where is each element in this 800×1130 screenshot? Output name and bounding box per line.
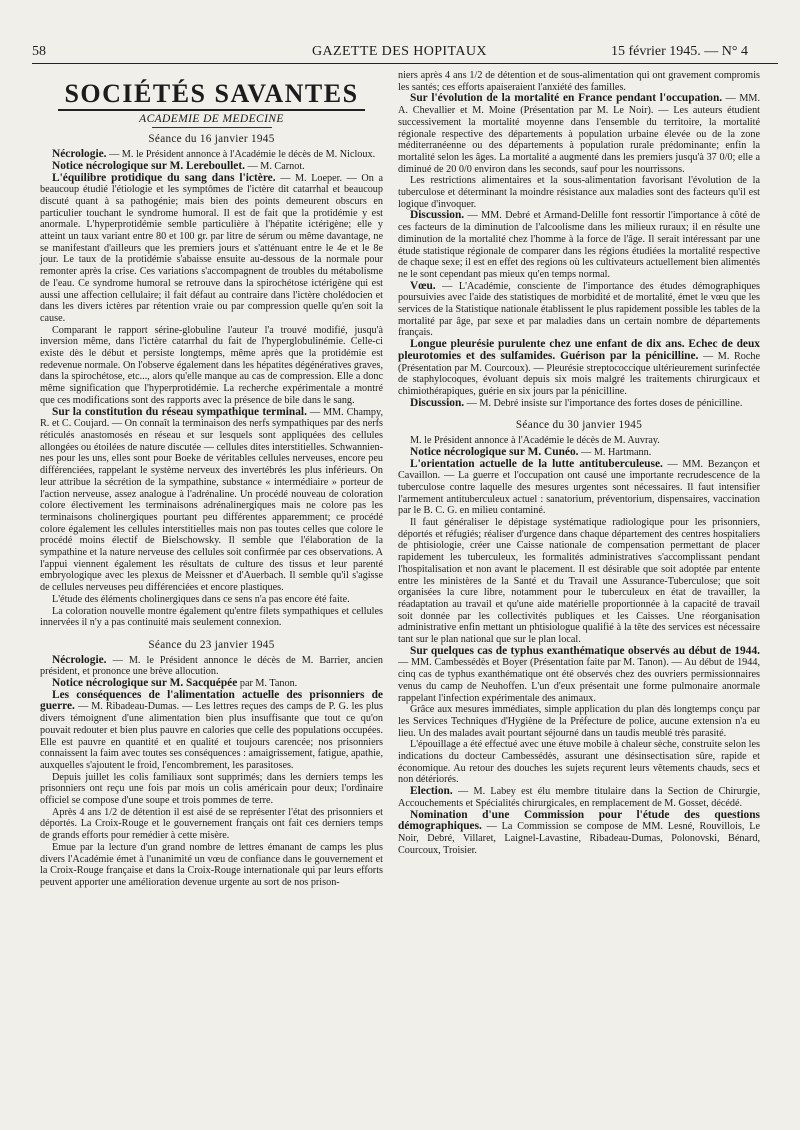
paragraph: Grâce aux mesures immédiates, simple application du plan dès longtemps conçu par les Services Techniques d'Hygiène de la Préfecture de police, aucune extension n'a eu lieu. Un des malades avait pourtant séjourné dans un taudis meublé très parasité.: [398, 704, 760, 739]
paragraph: Les restrictions alimentaires et la sous-alimentation favorisant l'évolution de la tuberculose et déterminant la moindre résistance aux maladies sont des facteurs qu'il est logique d'invoquer.: [398, 175, 760, 210]
paragraph: L'épouillage a été effectué avec une étuve mobile à chaleur sèche, construite selon les indications du docteur Cambessédès, assurant une désinsectisation sûre, rapide et économique. Au retour des douches les sujets reçurent leurs vêtements chauds, secs et non détériorés.: [398, 739, 760, 786]
paragraph: [40, 173, 383, 325]
issue-date: 15 février 1945. — N° 4: [610, 44, 748, 59]
paragraph-text: — MM. A. Chevallier et M. Moine (Présentation par M. Le Noir). — Les auteurs étudient successivement la mortalité moyenne dans l'ensemble du territoire, la mortalité régionale respective des départements à population urbaine élevée ou de la zone méditerranéenne ou des départements à population rurale prédominante; enfin la mortalité selon les âges. La mortalité a augmenté dans les premiers jusqu'à 37 0/0; elle a diminué de 20 0/0 environ dans les seconds, sauf pour les nourrissons.: [398, 93, 760, 175]
paragraph-heading: Sur l'évolution de la mortalité en France pendant l'occupation.: [410, 92, 723, 105]
paragraph-text: par M. Tanon.: [237, 678, 298, 690]
paragraph-heading: Notice nécrologique sur M. Cunéo.: [410, 445, 579, 458]
paragraph: [398, 810, 760, 857]
paragraph-heading: Discussion.: [410, 209, 465, 222]
paragraph: [398, 281, 760, 340]
paragraph: La coloration nouvelle montre également qu'entre filets sympathiques et cellules innervées il n'y a pas continuité mais seulement connexion.: [40, 605, 383, 629]
paragraph-heading: Notice nécrologique sur M. Lereboullet.: [52, 159, 245, 172]
paragraph: Il faut généraliser le dépistage systématique radiologique pour les prisonniers, déportés et réfugiés; réaliser d'urgence dans chaque département des centres hospitaliers de phtisiologie, créer une Caisse nationale de compensation permettant de placer rapidement les tuberculeux, les formalités administratives s'accomplissant pendant l'hospitalisation et non avant le placement. Il est désirable que soit adoptée par entente entre les ministères de la Santé et du Travail une Assurance-Tuberculose; que soit organisées la cure libre, notamment pour le tuberculeux en état de travailler, la réadaptation au travail et qu'une aide matérielle proportionnée à la capacité de travail soit donnée par les collectivités publiques et les Caisses. Une réorganisation administrative enfin mettant un phtisiologue qualifié à la tête des services est nécessaire tant sur le plan national que sur le plan local.: [398, 517, 760, 646]
paragraph-text: — La Commission se compose de MM. Lesné, Rouvillois, Le Noir, Debré, Villaret, Laignel-Lavastine, Ribadeau-Dumas, Polonovski, Bénard, Courcoux, Troisier.: [398, 821, 760, 856]
paragraph-text: — M. le Président annonce à l'Académie le décès de M. Nicloux.: [106, 149, 376, 161]
paragraph-heading: Vœu.: [410, 279, 436, 292]
paragraph: Comparant le rapport sérine-globuline l'auteur l'a trouvé modifié, jusqu'à inversion même, dans l'ictère catarrhal du fait de l'hyperglobulinémie. Celle-ci existe dès le début et persiste longtemps, même après que la protidémie est redevenue normale. On l'observe également dans les hépatites dégénératives graves, dans la spirochétose, etc..., alors qu'elle manque au cas de compression. Elle a donc même signification que l'hyperprotidémie. La recherche expérimentale a montré que ces modifications sont des rapports avec la présence de bile dans le sang.: [40, 324, 383, 406]
left-column: [40, 68, 383, 889]
academy-rule: [152, 127, 272, 128]
paragraph-heading: Nécrologie.: [52, 148, 107, 161]
paragraph: niers après 4 ans 1/2 de détention et de sous-alimentation qui ont gravement compromis les santés; ces efforts apaiseraient l'anxiété des familles.: [398, 70, 760, 93]
paragraph: [40, 407, 383, 594]
session-heading-2: Séance du 23 janvier 1945: [148, 638, 275, 651]
paragraph-text: — M. Loeper. — On a beaucoup étudié l'étiologie et les symptômes de l'ictère dit catarrhal et beaucoup discuté quant à sa pathogénie; mais bien des points demeurent obscurs en particulier touchant le syndrome humoral. Il est de fait que la protidémie y est anormale. L'hyperprotidémie semble particulière à l'hépatite ictérigène; elle y atteint un taux variant entre 80 et 100 gr. par litre de sérum ou même davantage, ne se manifestant d'ailleurs que les premiers jours et s'atténuant entre le 4e et le 8e jour. Le taux de la protidémie s'abaisse ensuite au-dessous de la normale pour remonter après la crise. Ces variations s'accompagnent de troubles du métabolisme de l'eau. Ce syndrome humoral se retrouve dans la spirochétose ictérigène qui est aussi une affection cellulaire; il fait défaut au contraire dans l'ictère cholédocien et dans les divers ictères par rétention vraie ou par compression quelle qu'en soit la cause.: [40, 172, 383, 324]
paragraph: [40, 655, 383, 678]
paragraph-heading: Discussion.: [410, 396, 465, 409]
paragraph-heading: Sur la constitution du réseau sympathique terminal.: [52, 405, 307, 418]
page-number: 58: [32, 44, 46, 59]
paragraph-text: — M. Roche (Présentation par M. Courcoux). — Pleurésie streptococcique ultérieurement surinfectée de staphylocoques, évoluant depuis six mois malgré les traitements chirurgicaux et chimiothérapiques, guérie en six jours par la pénicilline.: [398, 350, 760, 397]
paragraph: [398, 646, 760, 705]
paragraph-heading: Notice nécrologique sur M. Sacquépée: [52, 677, 238, 690]
paragraph-heading: Les conséquences de l'alimentation actuelle des prisonniers de guerre.: [40, 688, 383, 713]
paragraph-text: — MM. Cambessédès et Boyer (Présentation faite par M. Tanon). — Au début de 1944, cinq cas de typhus exanthématique ont été observés chez des ouvriers permissionnaires venus du camp de Neuhoffen. L'un d'eux présentait une forme pulmonaire anormale rappelant l'infection expérimentale des animaux.: [398, 657, 760, 704]
paragraph: [398, 339, 760, 398]
paragraph-heading: L'orientation actuelle de la lutte antituberculeuse.: [410, 457, 663, 470]
paragraph-text: — MM. Champy, R. et C. Coujard. — On connaît la terminaison des nerfs sympathiques par des nerfs réticulés anastomosés en réseau et sur lesquels sont appliquées des cellules allongées ou étoilées de nature discutée — cellules dites interstitielles. Schwannien-nes pour les uns, elles sont pour Boeke de véritables cellules nerveuses, encore peu différenciées, rappelant le système nerveux des invertébrés les plus inférieurs. On leur attribue la sécrétion de la sympathine, substance « intermédiaire » porteur de l'action nerveuse, assez analogue à l'adrénaline. Un procédé nouveau de coloration colore électivement les terminaisons adrénalinergiques mais ne colore pas les terminaisons cholinergiques pourtant peu différentes apparemment; ce procédé colore également les cellules interstitielles mais non pas toutes celles que colore le procédé moins électif de Bielschowsky. Il semble que l'élaboration de la sympathine et la nature nerveuse des cellules soit confirmée par ces observations. A l'appui viennent également les résultats de culture des tissus et leur parenté embryologique avec les plexus de Meissner et d'Auerbach. Il semble qu'il s'agisse de cellules nerveuses peu différenciées et encore plastiques.: [40, 406, 383, 594]
paragraph-text: — M. Debré insiste sur l'importance des fortes doses de pénicilline.: [464, 397, 743, 409]
paragraph: [398, 786, 760, 809]
paragraph: [398, 210, 760, 280]
paragraph: Depuis juillet les colis familiaux sont supprimés; dans les derniers temps les prisonniers ont reçu une fois par mois un colis américain pour deux; l'ordinaire officiel se compose d'une soupe et trois pommes de terre.: [40, 771, 383, 807]
paragraph: [398, 459, 760, 518]
paragraph-heading: Longue pleurésie purulente chez une enfant de dix ans. Echec de deux pleurotomies et des sulfamides. Guérison par la pénicilline.: [398, 338, 760, 362]
page-header: [32, 40, 778, 64]
session-heading-1: Séance du 16 janvier 1945: [148, 133, 275, 146]
paragraph: M. le Président annonce à l'Académie le décès de M. Auvray.: [410, 435, 660, 447]
section-title: [40, 68, 383, 106]
section-title-text: SOCIÉTÉS SAVANTES: [58, 79, 364, 111]
paragraph: Après 4 ans 1/2 de détention il est aisé de se représenter l'état des prisonniers et déportés. La Croix-Rouge et le gouvernement français ont fait ces derniers temps de grands efforts pour remédier à cette misère.: [40, 806, 383, 842]
session-heading-3: Séance du 30 janvier 1945: [515, 419, 643, 432]
paragraph-text: — MM. Debré et Armand-Delille font ressortir l'importance à côté de ces facteurs de la diminution de l'alcoolisme dans les milieux ruraux; il en résulte une diminution de la mortalité chez l'homme à la force de l'âge. Il serait intéressant par une étude statistique régionale de comparer dans les régions étudiées la mortalité respective de chaque sexe; il est en effet des regions où les cultivateurs actuellement bien alimentés ne le sont cependant pas mieux qu'en temps normal.: [398, 210, 760, 280]
right-column: [398, 70, 760, 856]
paragraph-text: — M. Carnot.: [244, 160, 305, 172]
paragraph: [398, 93, 760, 175]
paragraph: [40, 690, 383, 772]
paragraph-heading: L'équilibre protidique du sang dans l'ictère.: [52, 171, 276, 184]
paragraph: [398, 398, 760, 410]
paragraph-heading: Nomination d'une Commission pour l'étude des questions démographiques.: [398, 808, 760, 833]
paragraph-text: — M. Hartmann.: [578, 446, 652, 458]
header-rule: [32, 63, 778, 64]
paragraph: L'étude des éléments cholinergiques dans ce sens n'a pas encore été faite.: [52, 593, 350, 605]
paragraph-text: — L'Académie, consciente de l'importance des études démographiques poursuivies avec l'aide des statistiques de morbidité et de mortalité, émet le vœu que les services de la Statistique nationale établissent le plus rapidement possible les tables de la mortalité par âge, par sexe et par maladies dans un certain nombre de départements français.: [398, 280, 760, 339]
journal-title: GAZETTE DES HOPITAUX: [312, 44, 487, 59]
paragraph: Emue par la lecture d'un grand nombre de lettres émanant de camps les plus divers l'Académie émet à l'unanimité un vœu de confiance dans le gouvernement et la Croix-Rouge française et dans la Croix-Rouge internationale qui par leurs efforts peuvent apporter une amélioration devenue urgente au sort de nos prison-: [40, 841, 383, 888]
paragraph-heading: Nécrologie.: [52, 653, 107, 666]
paragraph-text: — M. Labey est élu membre titulaire dans la Section de Chirurgie, Accouchements et Spécialités chirurgicales, en remplacement de M. Gosset, décédé.: [398, 786, 760, 809]
paragraph-heading: Election.: [410, 785, 453, 798]
paragraph-text: — MM. Bezançon et Cavaillon. — La guerre et l'occupation ont causé une importante recrudescence de la tuberculose contre laquelle des mesures urgentes sont nécessaires. Il faut intensifier l'armement antituberculeux actuel : sanatorium, préventorium, dispensaires, vaccination par le B. C. G. en milieu contaminé.: [398, 458, 760, 517]
academy-heading: ACADEMIE DE MEDECINE: [139, 112, 284, 125]
paragraph-text: — M. Ribadeau-Dumas. — Les lettres reçues des camps de P. G. les plus divers témoignent d'une alimentation bien plus insuffisante que tout ce qu'on pouvait redouter et bien plus pauvre en calories que celle des populations occupées. Elle est pauvre en quantité et en qualité et toujours carencée; nos prisonniers connaissent la faim avec toutes ses conséquences : amaigrissement, fatigue, apathie, auxquelles s'ajoutent le froid, l'encombrement, les parasitoses.: [40, 701, 383, 771]
paragraph-heading: Sur quelques cas de typhus exanthématique observés au début de 1944.: [410, 644, 760, 657]
paragraph-text: — M. le Président annonce le décès de M. Barrier, ancien président, et prononce une brève allocution.: [40, 654, 383, 678]
